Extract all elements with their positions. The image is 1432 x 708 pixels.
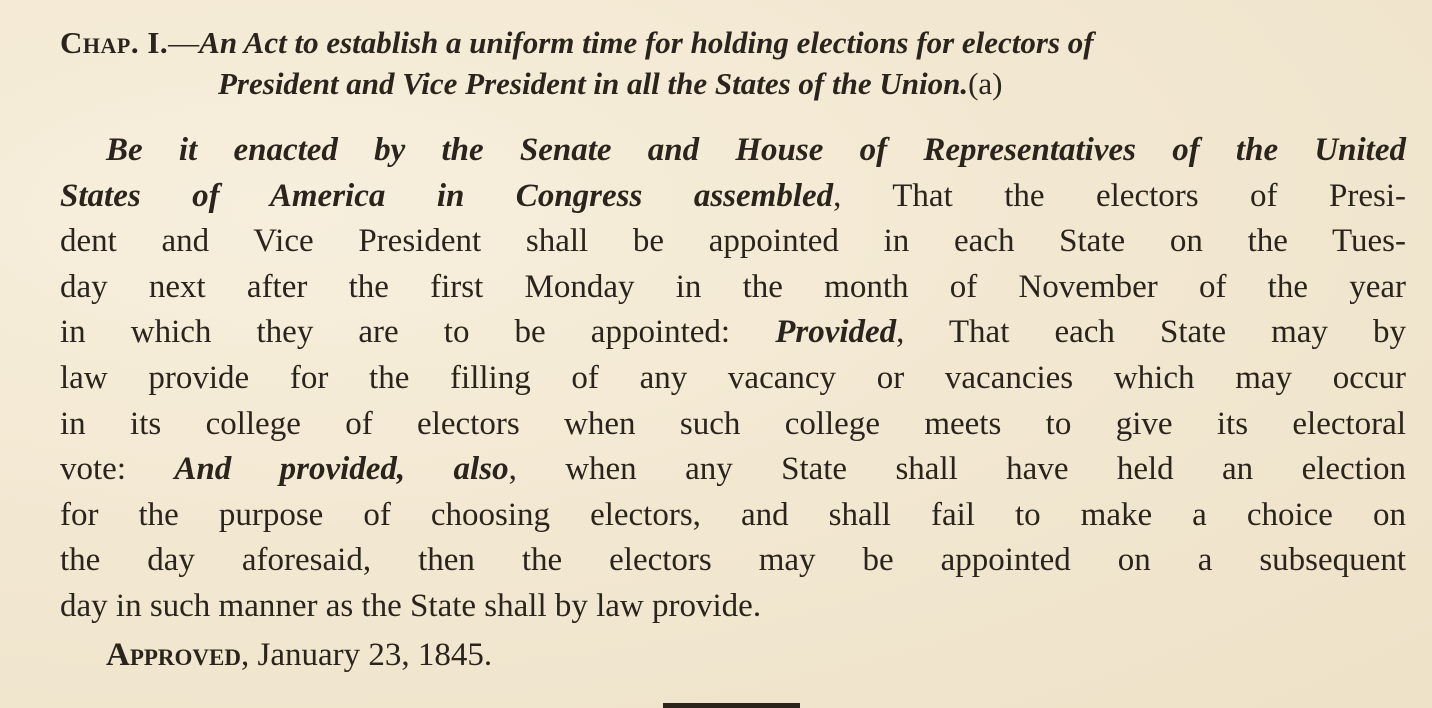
text-run: , That each State may by (896, 314, 1406, 351)
text-run: day next after the first Monday in the month of November of the year (60, 268, 1406, 305)
text-line (60, 174, 1406, 220)
text-run: day in such manner as the State shall by law provide. (60, 587, 762, 624)
text-run: the day aforesaid, then the electors may be appointed on a subsequent (60, 542, 1406, 579)
heading-dash: — (168, 25, 200, 60)
section-rule (663, 703, 800, 708)
approved-label: Approved (106, 637, 241, 673)
heading-line-1 (60, 22, 1400, 63)
act-title-line-2: President and Vice President in all the States of the Union. (218, 66, 969, 101)
text-run: dent and Vice President shall be appointed in each State on the Tues- (60, 223, 1406, 260)
chapter-number: Chap. I. (60, 25, 169, 60)
text-line (60, 402, 1406, 448)
text-run: law provide for the filling of any vacancy or vacancies which may occur (60, 359, 1406, 396)
heading-line-2 (60, 63, 1400, 104)
text-run: vote: (60, 451, 175, 488)
footnote-marker: (a) (968, 66, 1003, 101)
text-run: in which they are to be appointed: (60, 314, 776, 351)
act-title-line-1: An Act to establish a uniform time for holding elections for electors of (199, 25, 1094, 60)
text-line (60, 493, 1406, 539)
text-run: , That the electors of Presi- (833, 177, 1406, 214)
text-line (60, 310, 1406, 356)
italic-phrase: States of America in Congress assembled (60, 177, 834, 214)
italic-phrase: Provided (775, 314, 897, 351)
chapter-heading (60, 22, 1400, 104)
text-line (60, 219, 1406, 265)
approval-line (106, 633, 492, 678)
text-run: for the purpose of choosing electors, and shall fail to make a choice on (60, 496, 1406, 533)
text-line (60, 538, 1406, 584)
text-line (60, 265, 1406, 311)
text-line (60, 356, 1406, 402)
enacting-text (60, 128, 1406, 630)
approval-date: , January 23, 1845. (241, 637, 493, 673)
text-line (60, 447, 1406, 493)
text-run: in its college of electors when such college meets to give its electoral (60, 405, 1406, 442)
text-run: , when any State shall have held an election (508, 451, 1407, 488)
italic-phrase: Be it enacted by the Senate and House of Representatives of the United (106, 132, 1406, 168)
text-line (60, 128, 1406, 174)
italic-phrase: And provided, also (174, 451, 509, 488)
text-line (60, 584, 1406, 630)
